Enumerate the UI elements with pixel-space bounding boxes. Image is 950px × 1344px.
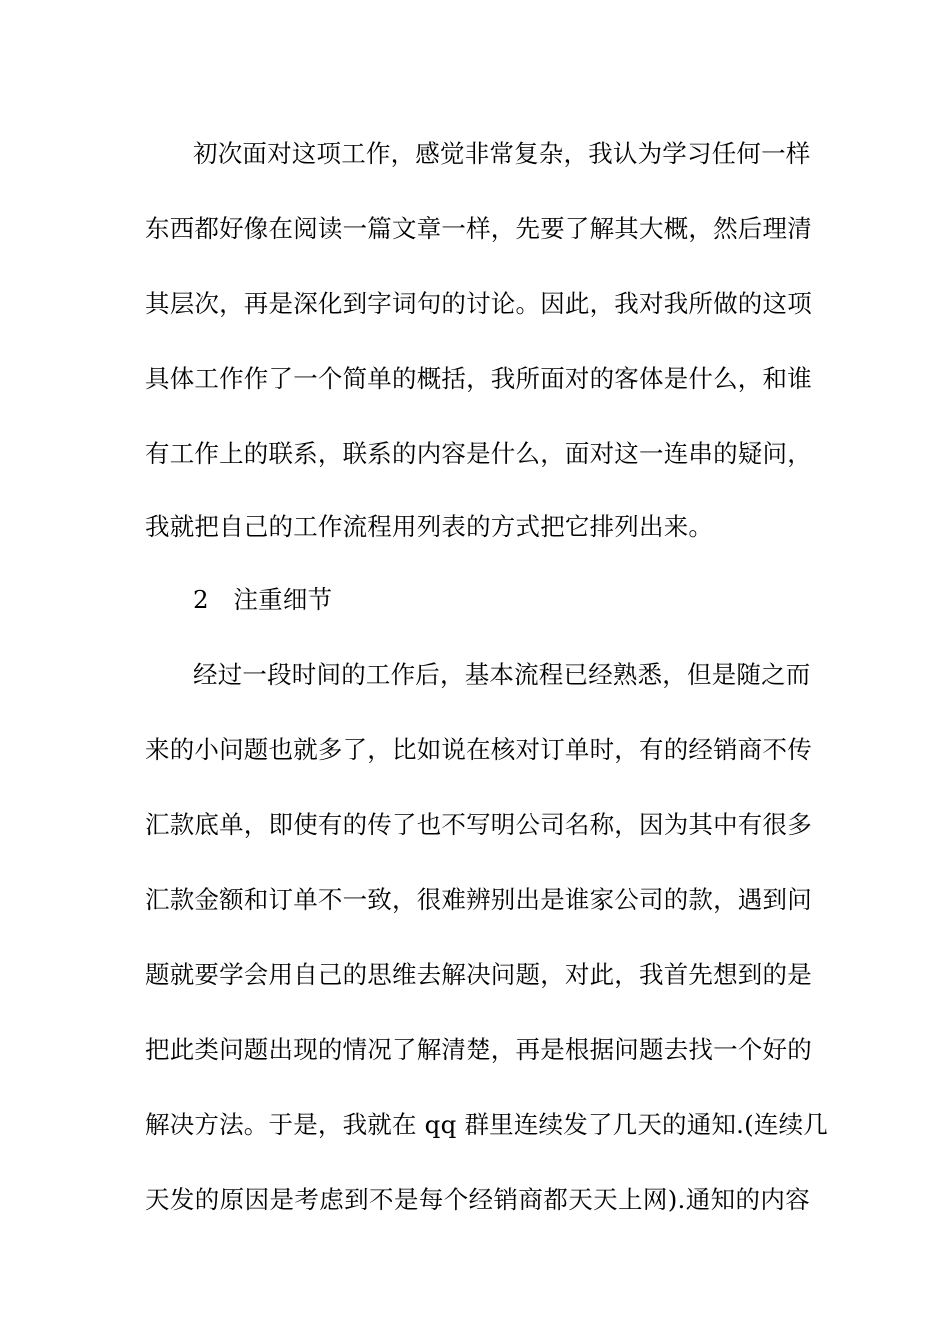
paragraph-1-line-6: 我就把自己的工作流程用列表的方式把它排列出来。 <box>145 512 714 541</box>
paragraph-2-line-3: 汇款底单，即使有的传了也不写明公司名称，因为其中有很多 <box>145 810 812 839</box>
paragraph-2-line-4: 汇款金额和订单不一致，很难辨别出是谁家公司的款，遇到问 <box>145 885 812 914</box>
section-2-heading: 2 注重细节 <box>193 585 333 614</box>
paragraph-1-line-1: 初次面对这项工作，感觉非常复杂，我认为学习任何一样 <box>193 139 811 168</box>
paragraph-2-line-6: 把此类问题出现的情况了解清楚，再是根据问题去找一个好的 <box>145 1035 812 1064</box>
paragraph-2-line-8: 天发的原因是考虑到不是每个经销商都天天上网).通知的内容 <box>145 1185 810 1214</box>
paragraph-1-line-3: 其层次，再是深化到字词句的讨论。因此，我对我所做的这项 <box>145 289 812 318</box>
paragraph-2-line-2: 来的小问题也就多了，比如说在核对订单时，有的经销商不传 <box>145 735 812 764</box>
paragraph-2-line-1: 经过一段时间的工作后，基本流程已经熟悉，但是随之而 <box>193 660 811 689</box>
paragraph-2-line-7: 解决方法。于是，我就在 qq 群里连续发了几天的通知.(连续几 <box>145 1110 828 1139</box>
paragraph-2-line-5: 题就要学会用自己的思维去解决问题，对此，我首先想到的是 <box>145 960 812 989</box>
paragraph-1-line-4: 具体工作作了一个简单的概括，我所面对的客体是什么，和谁 <box>145 364 812 393</box>
paragraph-1-line-5: 有工作上的联系，联系的内容是什么，面对这一连串的疑问， <box>145 439 812 468</box>
paragraph-1-line-2: 东西都好像在阅读一篇文章一样，先要了解其大概，然后理清 <box>145 214 812 243</box>
